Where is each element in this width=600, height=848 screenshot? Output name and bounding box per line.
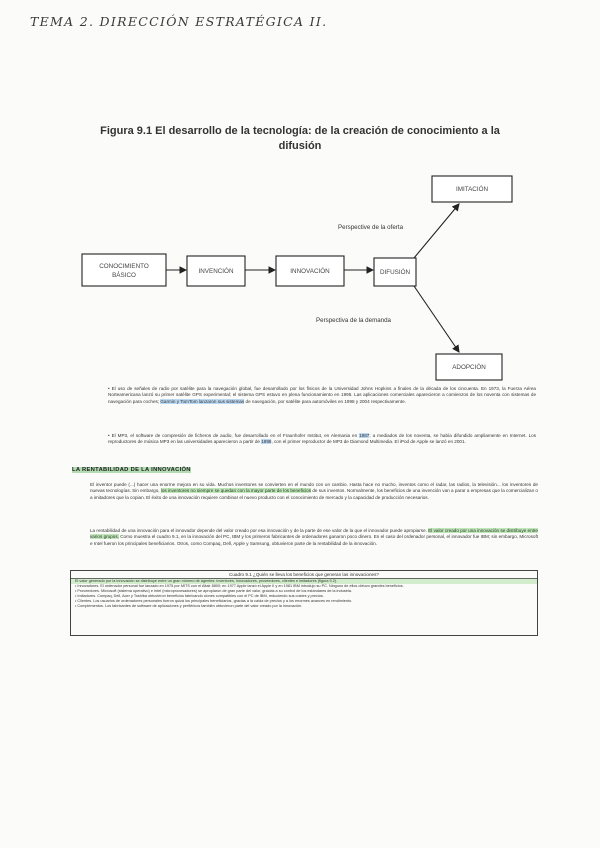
node-invencion-label: INVENCIÓN [198, 268, 234, 275]
section-title-text: LA RENTABILIDAD DE LA INNOVACIÓN [72, 467, 191, 473]
node-adopcion [436, 354, 502, 380]
table-row: • Innovadores. El ordenador personal fue lanzado en 1975 por MITS con el Altair 8800; en 1977 Apple lanzó el Apple II y en 1981 IBM introdujo su PC. Ninguno de ellos obtuvo grandes beneficios. [75, 584, 404, 589]
node-imitacion [432, 176, 512, 202]
node-conocimiento-label-2: BÁSICO [112, 272, 136, 279]
bullet-gps-text: • El uso de señales de radio por satélite para la navegación global, fue desarrollado por los físicos de la Universidad Johns Hopkins a finales de la década de los cincuenta. En 1973, la Fuerza Aérea Norteamericana lanzó su primer satélite GPS experimental; el sistema GPS estuvo en plena funcionamiento en 1995. Las aplicaciones comerciales aparecieron a comienzos de los noventa con sistemas de navegación para coches; [108, 386, 536, 404]
table-title: Cuadro 9.1 ¿Quién se lleva los beneficios que generan las innovaciones? [71, 571, 537, 579]
paragraph-1 [90, 482, 538, 501]
section-title [72, 467, 191, 473]
label-perspectiva-demanda: Perspectiva de la demanda [316, 317, 391, 324]
bullet-gps-highlight: Garmin y TomTom lanzaron sus sistemas [160, 398, 245, 404]
table-row: • Proveedores. Microsoft (sistema operativo) e Intel (microprocesadores) se apropiaron de gran parte del valor, gracias a su control de los estándares de la industria. [75, 589, 352, 594]
bullet-gps [108, 386, 536, 405]
node-imitacion-label: IMITACIÓN [455, 186, 489, 193]
label-perspectiva-oferta: Perspective de la oferta [338, 224, 404, 231]
paragraph-1-text-end: de sus inventos. Normalmente, los beneficios de una invención van a parar a empresas que la comercializan o a imitadores que la copian. El éxito de una innovación requiere combinar el nuevo producto con el conocimiento de mercado y la capacidad de producción necesarios. [90, 488, 538, 500]
bullet-mp3-text-mid: ; a mediados de los noventa, se había difundido ampliamente en Internet. Los reproductores de música MP3 en las universidades aparecieron a partir de [108, 433, 536, 445]
paragraph-2 [90, 528, 538, 547]
node-conocimiento-basico [82, 254, 166, 286]
paragraph-2-text: La rentabilidad de una innovación para el innovador depende del valor creado por esa innovación y de la parte de ese valor de la que el innovador puede apropiarse. [90, 528, 429, 533]
bullet-mp3-text-end: , con el primer reproductor de MP3 de Diamond Multimedia. El iPod de Apple se lanzó en 2001. [271, 439, 466, 445]
bullet-mp3-text: • El MP3, el software de compresión de ficheros de audio, fue desarrollado en el Fraunhofer Institut, en Alemania en [108, 433, 360, 438]
figure-title: Figura 9.1 El desarrollo de la tecnología: de la creación de conocimiento a la difusión [100, 125, 500, 152]
node-innovacion [276, 256, 344, 286]
table-row: • Complementos. Los fabricantes de software de aplicaciones y periféricos también obtuvieron parte del valor creado por la innovación. [75, 604, 303, 609]
node-adopcion-label: ADOPCIÓN [452, 364, 486, 371]
table-row: • Clientes. Los usuarios de ordenadores personales fueron quizá los principales beneficiarios, gracias a la caída de precios y a los enormes avances en rendimiento. [75, 599, 353, 604]
arrow-difusion-adopcion [414, 286, 459, 352]
node-innovacion-label: INNOVACIÓN [290, 268, 330, 275]
bullet-mp3-highlight-2: 1998 [261, 439, 272, 445]
table-row: El valor generado por la innovación se distribuye entre un gran número de agentes: inventores, innovadores, proveedores, clientes e imitadores (figura 9.2). [71, 579, 537, 584]
paragraph-1-text: El inventor puede (...) hacer una enorme mejora en su vida. Muchos inventores se convierten en el mundo con un cambio. Hasta hace no mucho, inventos como el radar, las radios, la televisión... los inventores de nuevas tecnologías. Sin embargo, [90, 482, 538, 494]
table-row: • Imitadores. Compaq, Dell, Acer y Toshiba obtuvieron beneficios fabricando clones compatibles con el PC de IBM, reduciendo sus costes y precios. [75, 594, 324, 599]
paragraph-2-text-end: Como muestra el cuadro 9.1, en la innovación del PC, IBM y los primeros fabricantes de ordenadores ganaron poco dinero. En el caso del ordenador personal, el innovador fue IBM; sin embargo, Microsoft e Intel fueron los principales beneficiarios. Otros, como Compaq, Dell, Apple y Samsung, obtuvieron parte de la rentabilidad de la innovación. [90, 534, 538, 546]
bullet-gps-text-end: de navegación, por satélite para automóviles en 1998 y 2004 respectivamente. [244, 398, 406, 404]
paragraph-1-highlight: los inventores no siempre se quedan con la mayor parte de los beneficios [160, 488, 312, 494]
node-invencion [187, 256, 245, 286]
node-difusion [374, 258, 416, 286]
handwritten-heading: TEMA 2. DIRECCIÓN ESTRATÉGICA II. [30, 14, 328, 29]
cuadro-9-1 [70, 570, 538, 636]
bullet-mp3-highlight-1: 1987 [359, 433, 370, 438]
node-conocimiento-label-1: CONOCIMIENTO [99, 263, 149, 270]
arrow-difusion-imitacion [414, 204, 459, 258]
node-difusion-label: DIFUSIÓN [379, 269, 411, 276]
paragraph-2-highlight: El valor creado por una innovación se distribuye entre varios grupos. [90, 528, 538, 540]
bullet-mp3 [108, 433, 536, 446]
